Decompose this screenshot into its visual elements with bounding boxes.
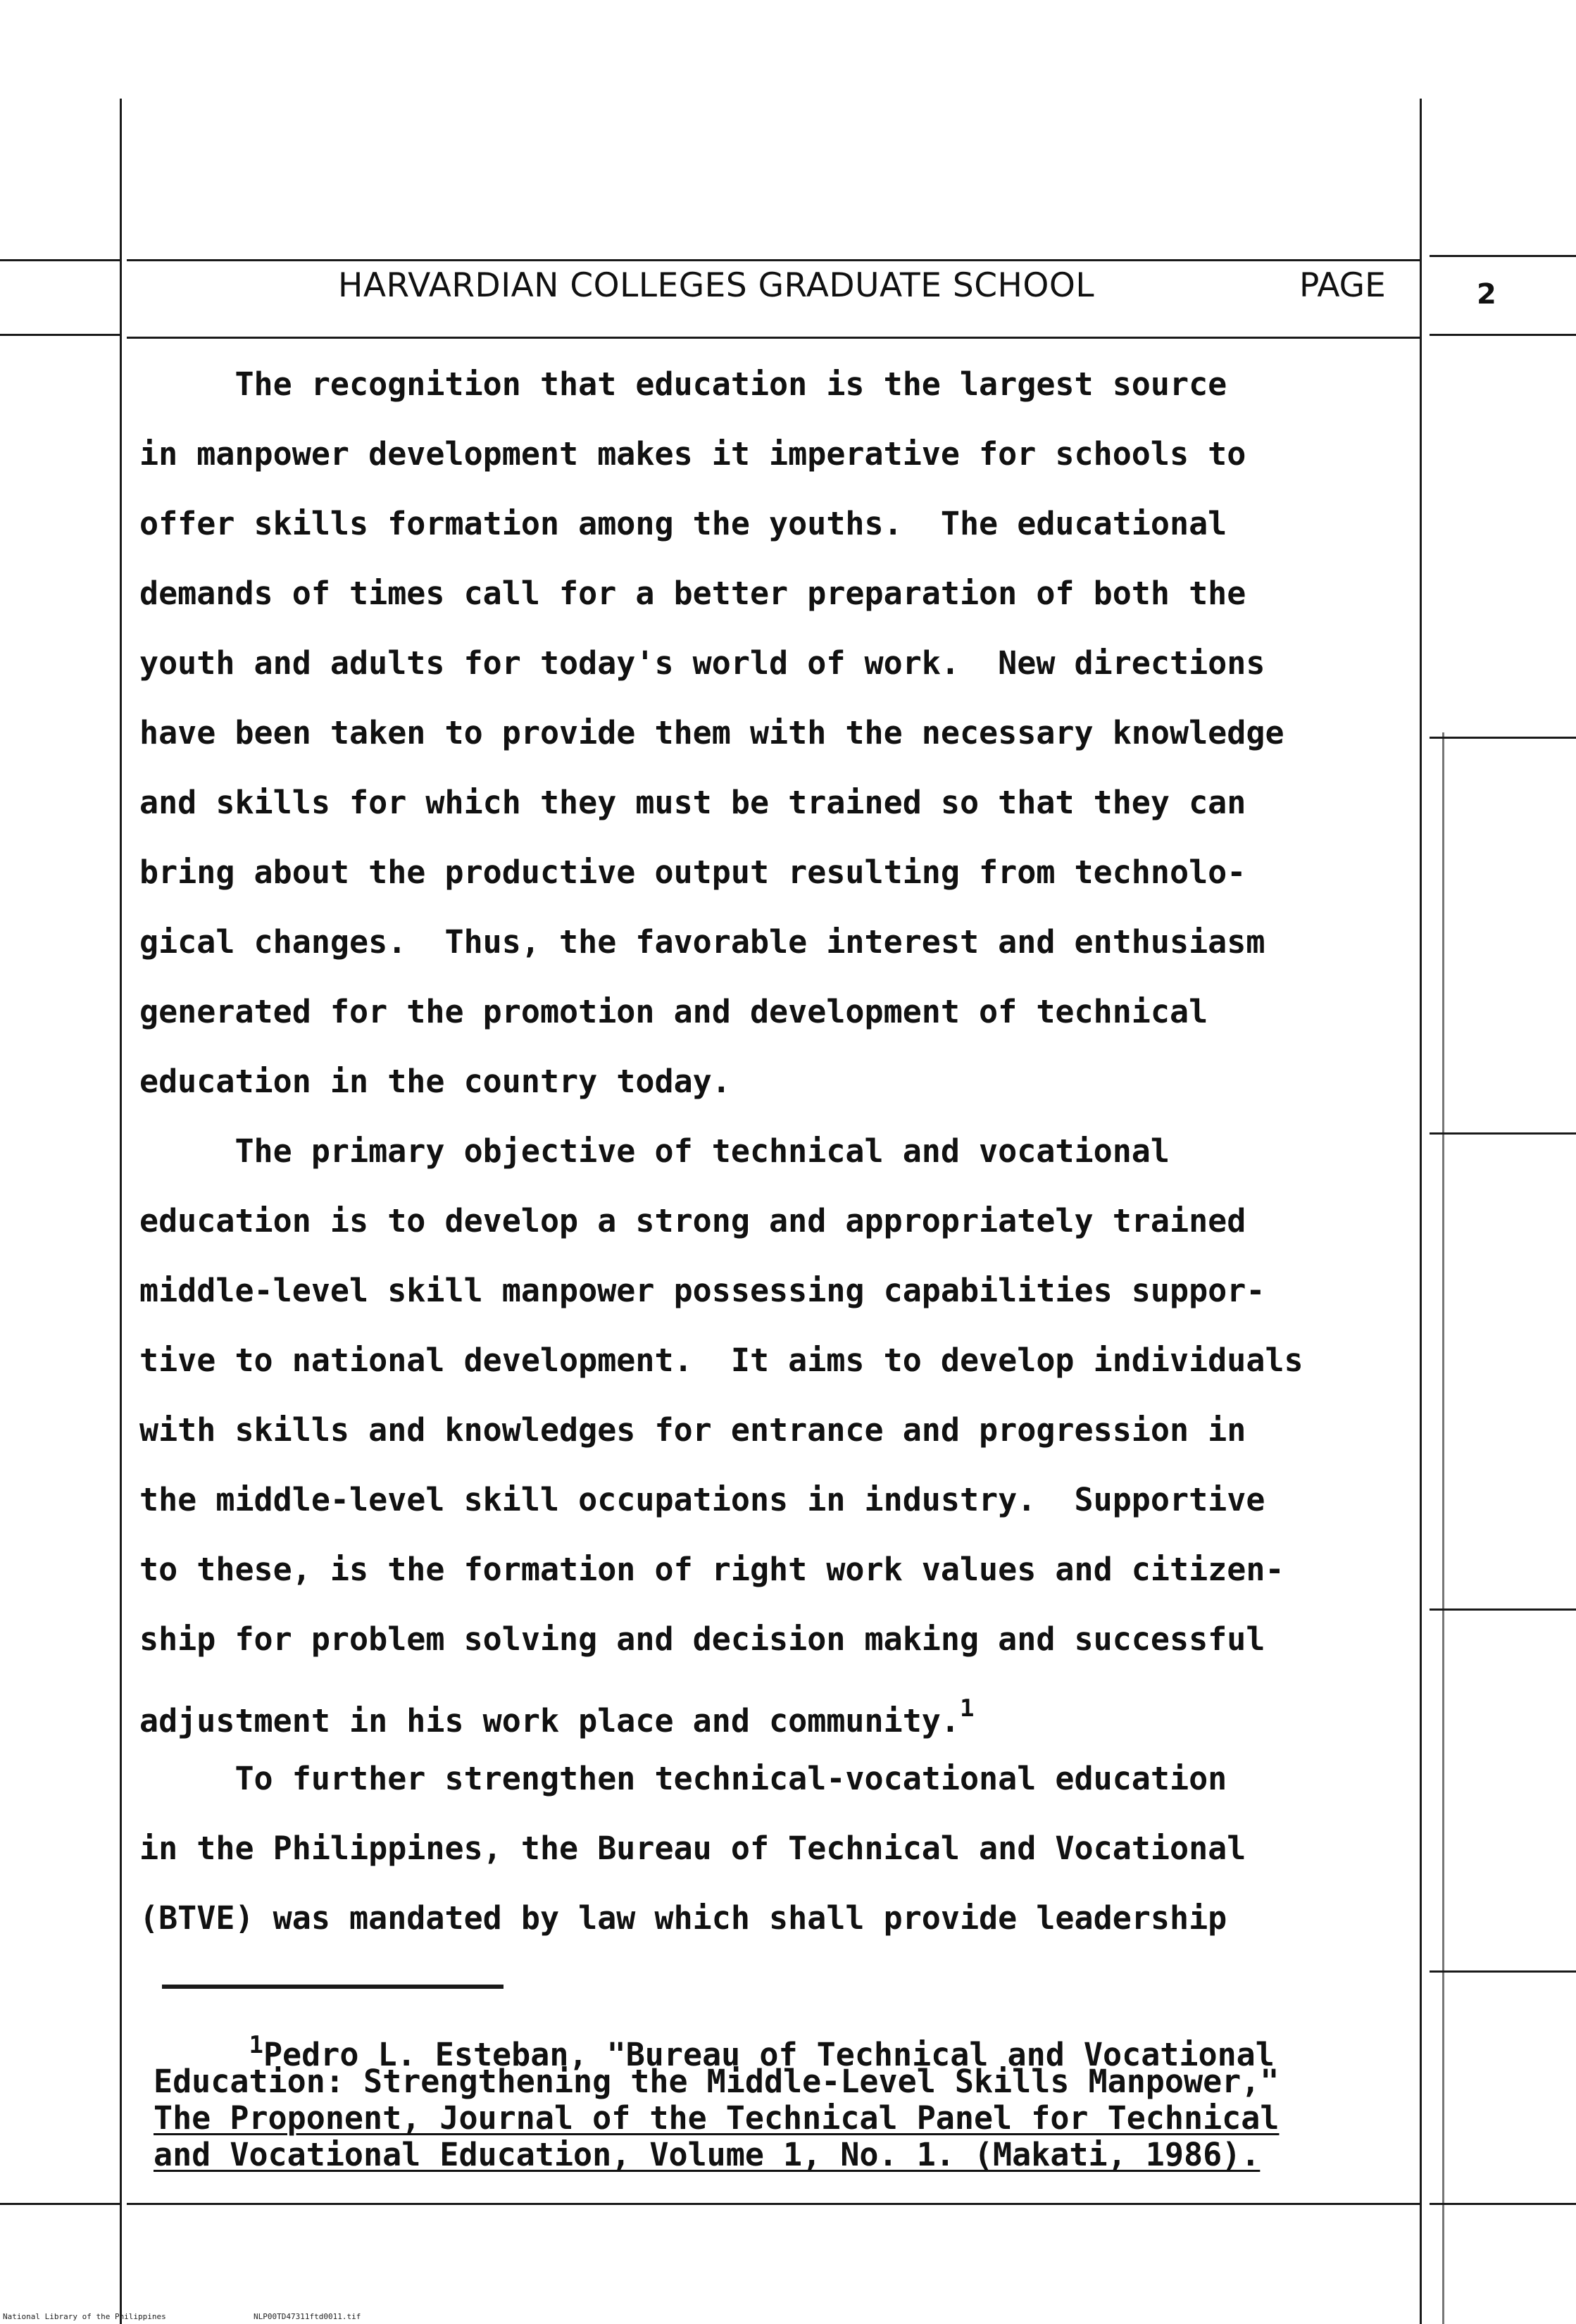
footnote-reference: 1 xyxy=(959,1694,975,1723)
text-line: gical changes. Thus, the favorable interest and enthusiasm xyxy=(139,923,1265,961)
text-line: with skills and knowledges for entrance and progression in xyxy=(139,1411,1246,1449)
text-line: education in the country today. xyxy=(139,1063,731,1100)
bottom-rule-left xyxy=(0,2203,120,2205)
header-rule-top-left xyxy=(0,259,120,261)
text-line: (BTVE) was mandated by law which shall provide leadership xyxy=(139,1899,1227,1937)
footnote-journal-title: The Proponent, Journal of the Technical Panel for Technical xyxy=(154,2099,1280,2137)
text-line: and skills for which they must be trained so that they can xyxy=(139,784,1246,821)
text-line: education is to develop a strong and appropriately trained xyxy=(139,1202,1246,1239)
text-line-with-footnote-ref xyxy=(139,1674,1477,1744)
footnote-separator xyxy=(162,1985,504,1989)
page-label: PAGE xyxy=(1299,266,1386,305)
footnote-journal-details: and Vocational Education, Volume 1, No. 1. (Makati, 1986). xyxy=(154,2136,1261,2173)
footnote-marker: 1 xyxy=(249,2031,263,2059)
body-text xyxy=(139,349,1477,1953)
left-margin-line xyxy=(120,99,122,2324)
text-line: middle-level skill manpower possessing capabilities suppor- xyxy=(139,1272,1265,1309)
page-number: 2 xyxy=(1477,278,1496,311)
text-line: to these, is the formation of right work values and citizen- xyxy=(139,1551,1284,1588)
footnote-line: Education: Strengthening the Middle-Level Skills Manpower," xyxy=(154,2063,1280,2100)
text-line: the middle-level skill occupations in industry. Supportive xyxy=(139,1481,1265,1518)
footnote-text: Pedro L. Esteban, "Bureau of Technical and Vocational xyxy=(263,2036,1275,2073)
right-tab-rule-4 xyxy=(1430,1970,1576,1973)
school-header-title: HARVARDIAN COLLEGES GRADUATE SCHOOL xyxy=(338,266,1095,305)
header-rule-top-right xyxy=(1430,255,1576,257)
text-line: youth and adults for today's world of work. New directions xyxy=(139,644,1265,682)
library-credit: National Library of the Philippines xyxy=(3,2312,166,2321)
header-rule-top xyxy=(127,259,1420,261)
text-line: adjustment in his work place and community. xyxy=(139,1702,960,1739)
bottom-rule-right xyxy=(1430,2203,1576,2205)
bottom-rule xyxy=(127,2203,1420,2205)
text-line: bring about the productive output resulting from technolo- xyxy=(139,854,1246,891)
text-line: demands of times call for a better preparation of both the xyxy=(139,575,1246,612)
footnote xyxy=(154,2027,1491,2173)
header-rule-bottom-left xyxy=(0,334,120,336)
text-line: ship for problem solving and decision making and successful xyxy=(139,1620,1265,1658)
header-rule-bottom-right xyxy=(1430,334,1576,336)
text-line: The recognition that education is the largest source xyxy=(139,366,1227,403)
text-line: offer skills formation among the youths. The educational xyxy=(139,505,1227,542)
footnote-line xyxy=(154,2027,1491,2073)
text-line: tive to national development. It aims to develop individuals xyxy=(139,1342,1303,1379)
text-line: To further strengthen technical-vocational education xyxy=(139,1760,1227,1797)
text-line: generated for the promotion and development of technical xyxy=(139,993,1208,1030)
text-line: in manpower development makes it imperative for schools to xyxy=(139,435,1246,473)
text-line: in the Philippines, the Bureau of Technical and Vocational xyxy=(139,1830,1246,1867)
header-rule-bottom xyxy=(127,337,1420,339)
text-line: The primary objective of technical and vocational xyxy=(139,1132,1170,1170)
text-line: have been taken to provide them with the necessary knowledge xyxy=(139,714,1284,751)
scan-file-id: NLP00TD47311ftd0011.tif xyxy=(254,2312,361,2321)
